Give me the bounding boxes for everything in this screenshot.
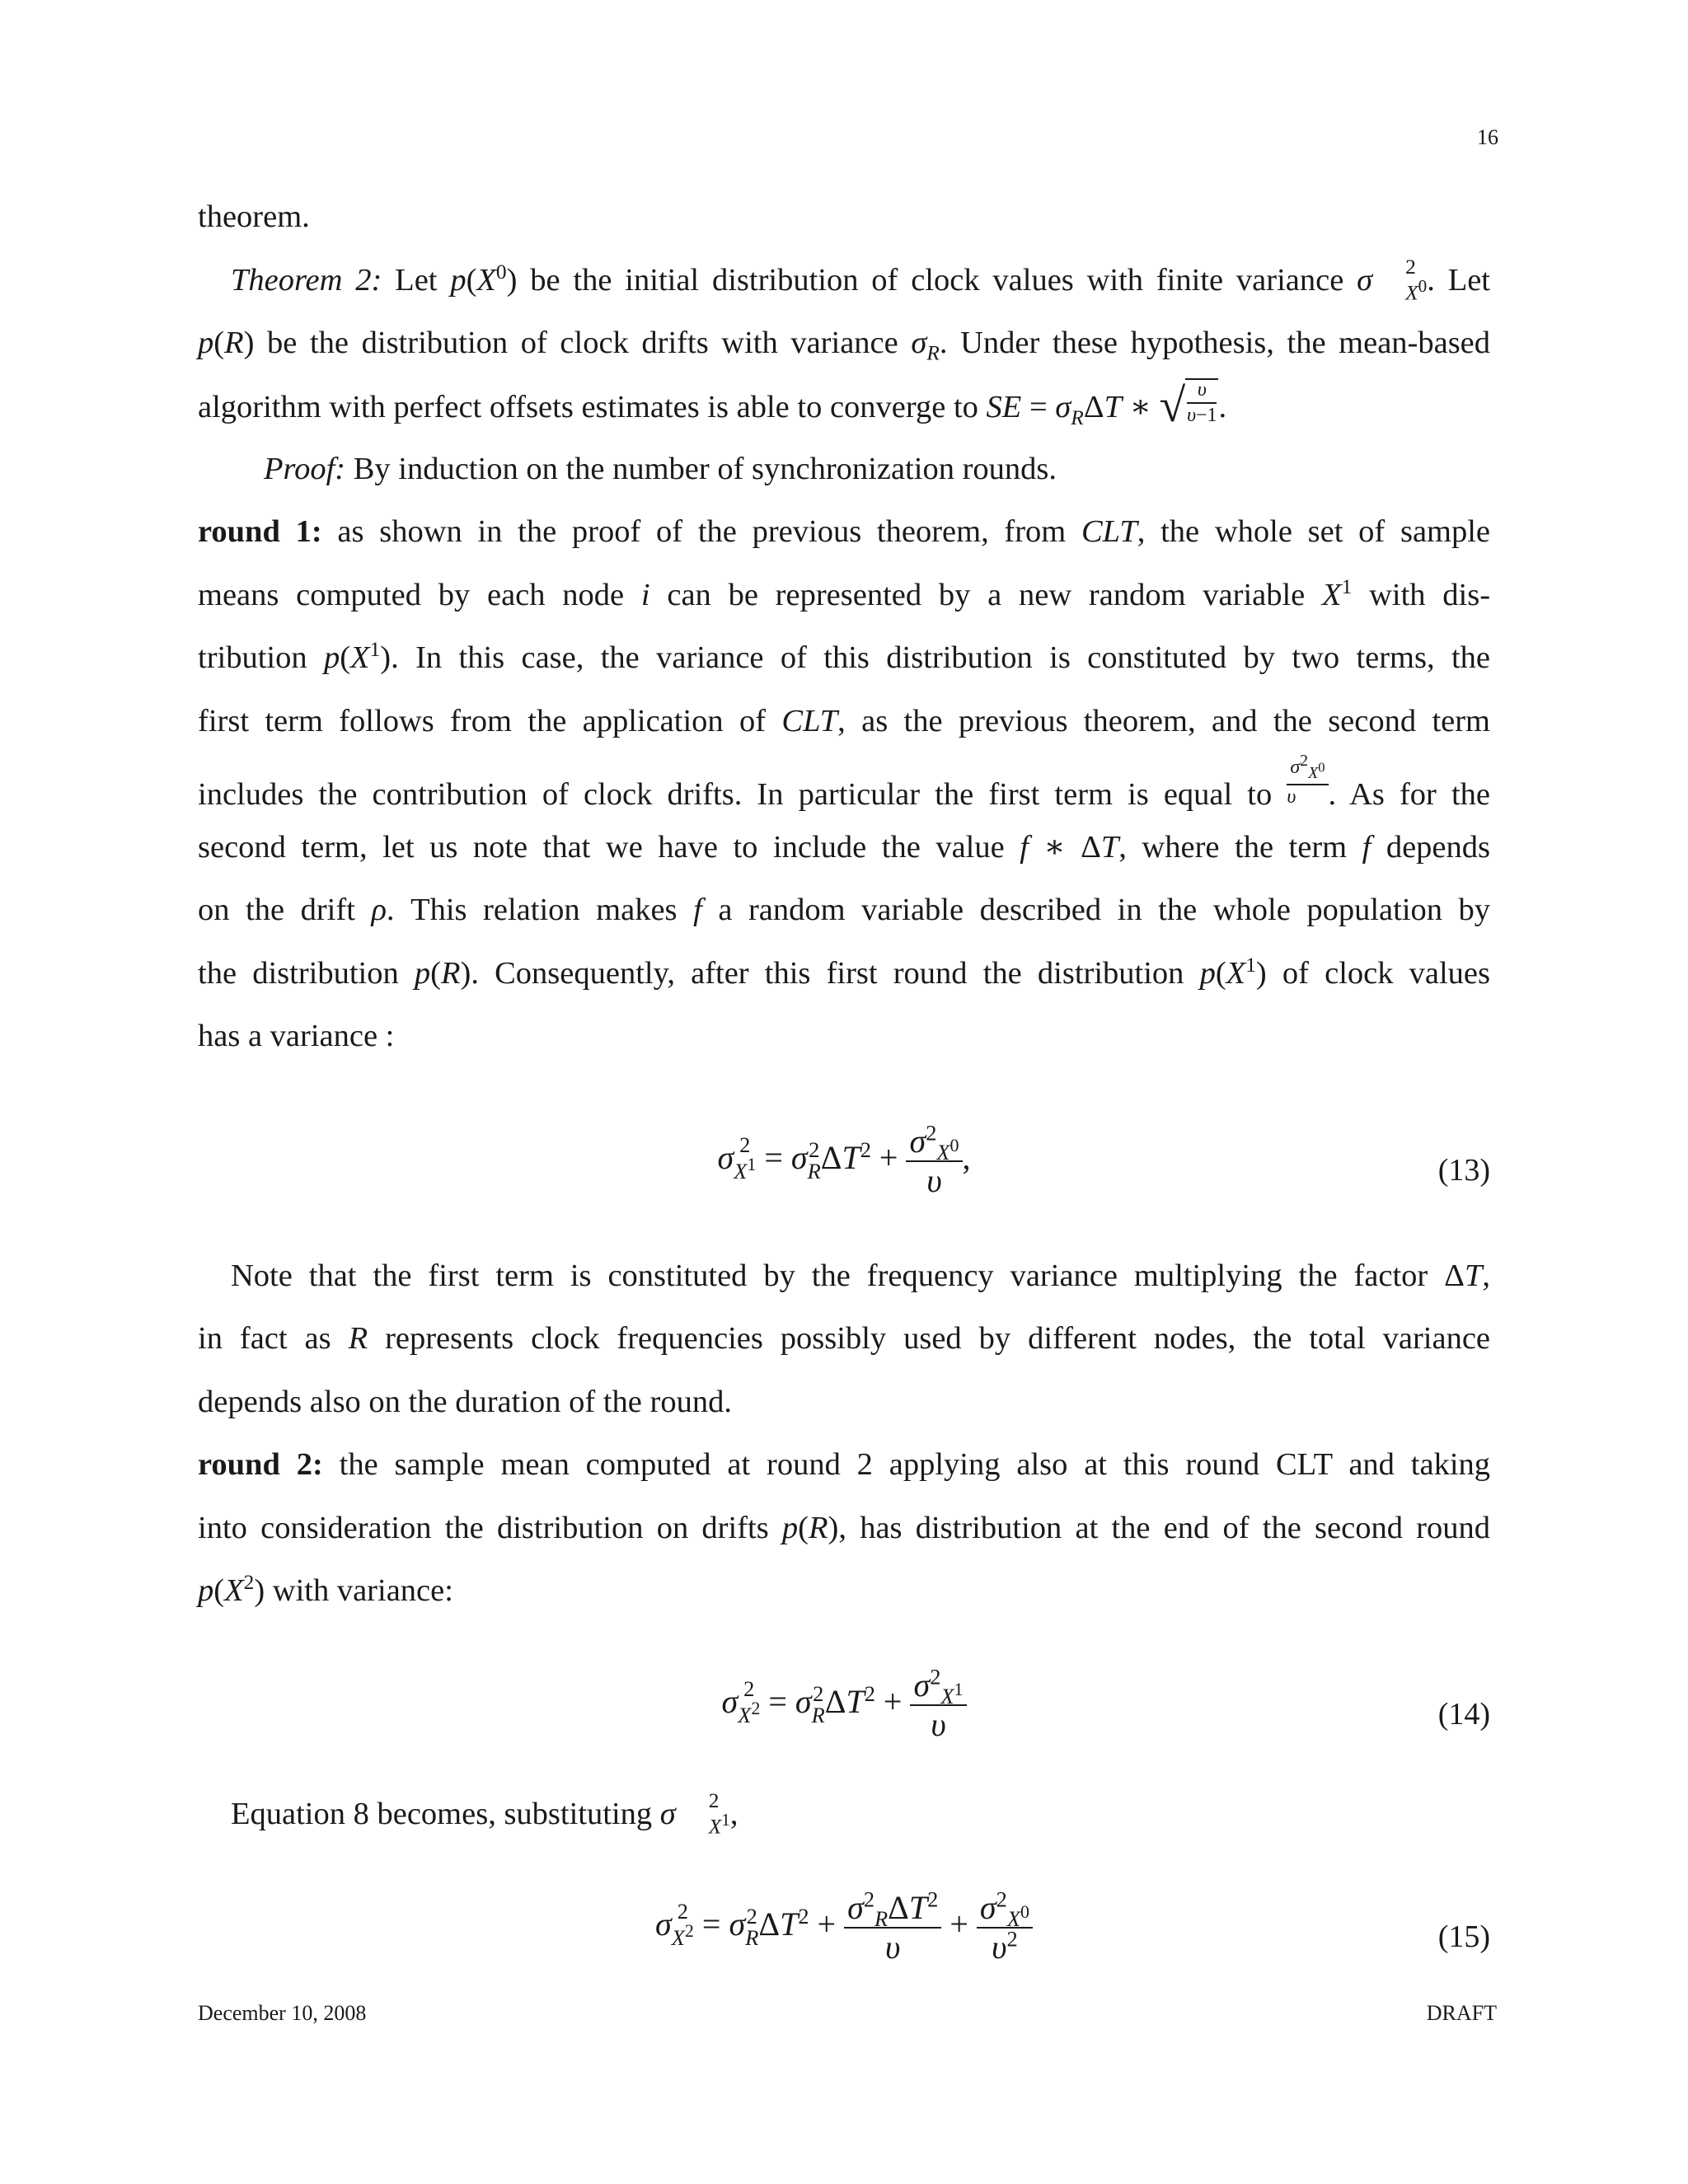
equation-14 [198,1648,1490,1780]
round2-line-1: round 2: the sample mean computed at round 2 applying also at this round CLT and taking [198,1447,1491,1482]
equation-13-body: σ 2 $X^1$ = σ 2 R $\Delta T^2$ + $\frac{\sigma^2_{X^0}}{\upsilon}$ , [717,1120,971,1199]
round1-line-4: first term follows from the application of CLT, as the previous theorem, and the second term [198,704,1490,738]
round1-line-1: round 1: as shown in the proof of the previous theorem, from CLT, the whole set of sample [198,514,1491,549]
round1-label: round 1: [198,514,322,549]
equation-15 [198,1871,1490,2003]
page-number: 16 [1477,125,1498,149]
theorem-line-2: p(R) be the distribution of clock drifts with variance $\sigma_R$. Under these hypothesis, the mean-based [198,326,1491,365]
round2-line-3: $p(X^2)$ with variance: [198,1571,453,1608]
equation-13 [198,1104,1490,1236]
proof-line: Proof: By induction on the number of synchronization rounds. [264,452,1057,486]
round2-label: round 2: [198,1447,323,1482]
equation-8-line: Equation 8 becomes, substituting σ 2 $X^1$ , [231,1788,738,1839]
round2-line-2: into consideration the distribution on drifts p(R), has distribution at the end of the second round [198,1511,1490,1545]
round1-line-5: includes the contribution of clock drifts. In particular the first term is equal to $\frac{\sigma^2_{X^0}}{\upsilon}$ . As for the [198,752,1490,812]
equation-13-number: (13) [1437,1153,1490,1188]
equation-15-number: (15) [1437,1919,1490,1954]
equation-14-number: (14) [1437,1697,1490,1732]
equation-15-body: σ 2 $X^2$ = σ 2 R $\Delta T^2$ + $\frac{\sigma^2_R\Delta T^2}{\upsilon}$ + $\frac{\sigma^2_{X^0}}{\upsilon^2}$ [198,1891,1490,1965]
round1-line-8: the distribution p(R). Consequently, after this first round the distribution $p(X^1)$ of clock values [198,954,1490,991]
note-line-2: in fact as R represents clock frequencies possibly used by different nodes, the total variance [198,1321,1490,1356]
theorem-line-1: Theorem 2: Let $p(X^0)$ be the initial distribution of clock values with finite variance σ 2 $X^0$ . Let [231,255,1491,305]
footer-date: December 10, 2008 [198,2001,367,2025]
round1-line-3: tribution $p(X^1)$. In this case, the variance of this distribution is constituted by two terms, the [198,638,1490,675]
proof-label: Proof: [264,452,346,486]
note-line-3: depends also on the duration of the round. [198,1385,732,1419]
round1-line-6: second term, let us note that we have to include the value f ∗ ΔT, where the term f depends [198,830,1491,865]
theorem-label: Theorem 2: [231,263,382,298]
footer-status: DRAFT [1426,2001,1497,2025]
theorem-line-3: algorithm with perfect offsets estimates is able to converge to SE = $\sigma_R\Delta T$ ∗ √ $\frac{\upsilon}{\upsilon-1}$ . [198,375,1490,445]
round1-line-7: on the drift ρ. This relation makes f a random variable described in the whole population by [198,893,1491,927]
equation-14-body: σ 2 $X^2$ = σ 2 R $\Delta T^2$ + $\frac{\sigma^2_{X^1}}{\upsilon}$ [198,1668,1490,1742]
round1-line-9: has a variance : [198,1019,395,1053]
round1-line-2: means computed by each node i can be represented by a new random variable $X^1$ with dis- [198,575,1491,612]
note-line-1: Note that the first term is constituted by the frequency variance multiplying the factor ΔT, [231,1258,1490,1293]
paragraph-theorem-end: theorem. [198,199,310,234]
